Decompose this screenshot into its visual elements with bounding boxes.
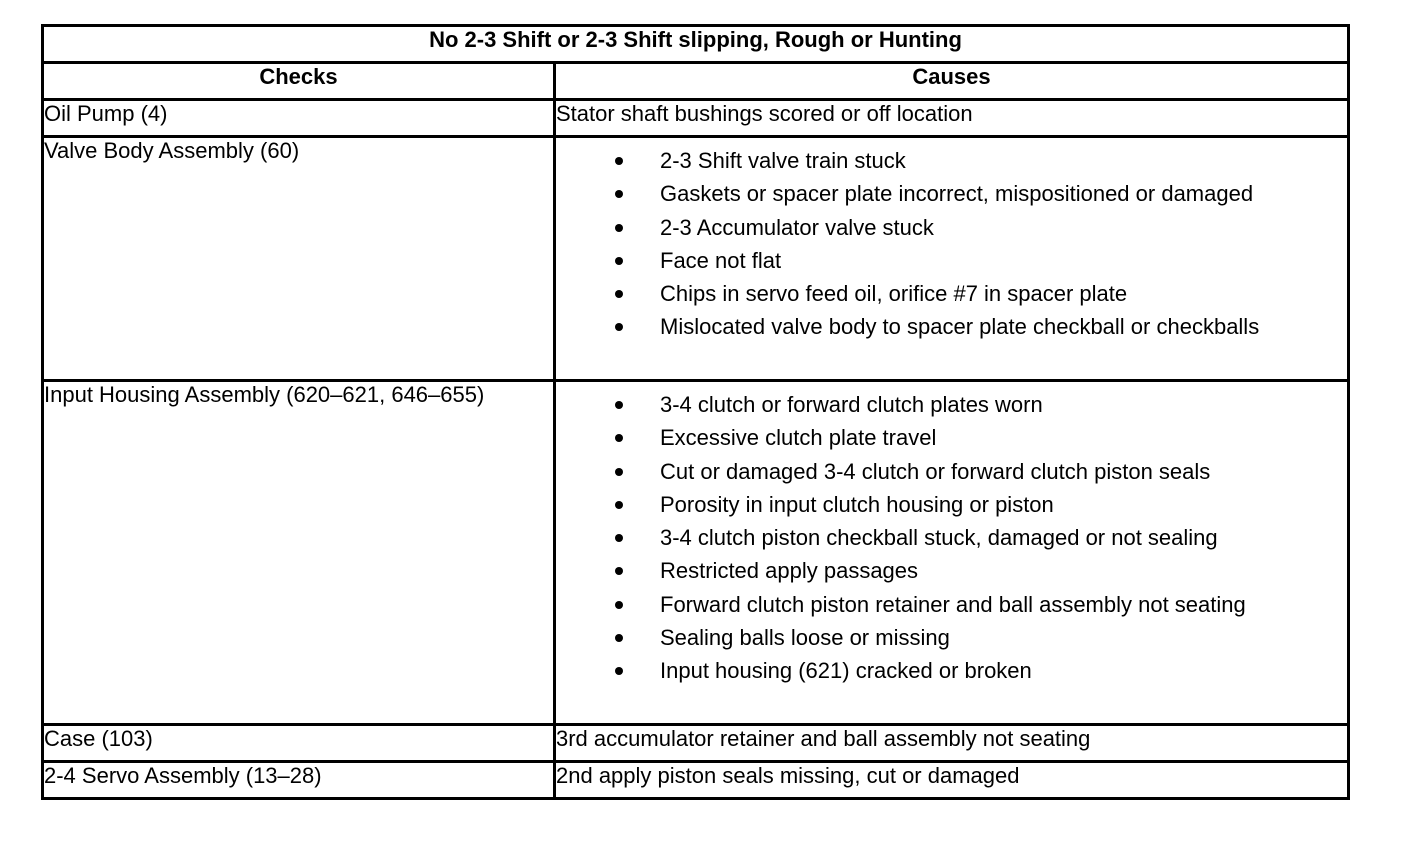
list-item bbox=[556, 146, 1347, 179]
bullet-icon bbox=[615, 468, 623, 476]
list-item bbox=[556, 457, 1347, 490]
table-title: No 2-3 Shift or 2-3 Shift slipping, Rough or Hunting bbox=[43, 26, 1349, 63]
list-item bbox=[556, 556, 1347, 589]
cause-text: Chips in servo feed oil, orifice #7 in spacer plate bbox=[660, 281, 1128, 307]
bullet-icon bbox=[615, 567, 623, 575]
list-item bbox=[556, 213, 1347, 246]
cause-text: Mislocated valve body to spacer plate checkball or checkballs bbox=[660, 314, 1260, 340]
table-row bbox=[43, 762, 1349, 799]
cause-cell: 2nd apply piston seals missing, cut or damaged bbox=[555, 762, 1349, 799]
list-item bbox=[556, 490, 1347, 523]
table-row bbox=[43, 137, 1349, 381]
bullet-icon bbox=[615, 157, 623, 165]
bullet-icon bbox=[615, 190, 623, 198]
table-row bbox=[43, 381, 1349, 725]
cause-list bbox=[556, 146, 1347, 346]
list-item bbox=[556, 423, 1347, 456]
cause-text: Excessive clutch plate travel bbox=[660, 425, 937, 451]
cause-text: Porosity in input clutch housing or piston bbox=[660, 491, 1054, 517]
cause-text: Restricted apply passages bbox=[660, 558, 919, 584]
checks-header: Checks bbox=[43, 63, 555, 100]
cause-list bbox=[556, 390, 1347, 690]
cause-cell: Stator shaft bushings scored or off location bbox=[555, 100, 1349, 137]
list-item bbox=[556, 523, 1347, 556]
bullet-icon bbox=[615, 434, 623, 442]
check-cell: Oil Pump (4) bbox=[43, 100, 555, 137]
cause-text: Sealing balls loose or missing bbox=[660, 625, 950, 651]
list-item bbox=[556, 246, 1347, 279]
bullet-icon bbox=[615, 290, 623, 298]
table-row bbox=[43, 100, 1349, 137]
check-cell: Input Housing Assembly (620–621, 646–655) bbox=[43, 381, 555, 725]
list-item bbox=[556, 279, 1347, 312]
cause-text: Forward clutch piston retainer and ball assembly not seating bbox=[660, 591, 1246, 617]
list-item bbox=[556, 179, 1347, 212]
check-cell: Case (103) bbox=[43, 725, 555, 762]
list-item bbox=[556, 590, 1347, 623]
check-cell: Valve Body Assembly (60) bbox=[43, 137, 555, 381]
cause-list-cell bbox=[555, 137, 1349, 381]
list-item bbox=[556, 390, 1347, 423]
cause-text: Face not flat bbox=[660, 247, 782, 273]
table-row bbox=[43, 725, 1349, 762]
bullet-icon bbox=[615, 667, 623, 675]
list-item bbox=[556, 312, 1347, 345]
bullet-icon bbox=[615, 501, 623, 509]
cause-list-cell bbox=[555, 381, 1349, 725]
bullet-icon bbox=[615, 601, 623, 609]
bullet-icon bbox=[615, 634, 623, 642]
cause-text: 2-3 Accumulator valve stuck bbox=[660, 214, 934, 240]
cause-cell: 3rd accumulator retainer and ball assembly not seating bbox=[555, 725, 1349, 762]
bullet-icon bbox=[615, 257, 623, 265]
check-cell: 2-4 Servo Assembly (13–28) bbox=[43, 762, 555, 799]
causes-header: Causes bbox=[555, 63, 1349, 100]
cause-text: 3-4 clutch piston checkball stuck, damaged or not sealing bbox=[660, 525, 1218, 551]
cause-text: Cut or damaged 3-4 clutch or forward clutch piston seals bbox=[660, 458, 1211, 484]
diagnosis-table bbox=[41, 24, 1350, 800]
cause-text: Gaskets or spacer plate incorrect, mispositioned or damaged bbox=[660, 181, 1254, 207]
bullet-icon bbox=[615, 534, 623, 542]
list-item bbox=[556, 656, 1347, 689]
bullet-icon bbox=[615, 401, 623, 409]
bullet-icon bbox=[615, 224, 623, 232]
cause-text: 2-3 Shift valve train stuck bbox=[660, 148, 906, 173]
list-item bbox=[556, 623, 1347, 656]
cause-text: 3-4 clutch or forward clutch plates worn bbox=[660, 392, 1043, 417]
cause-text: Input housing (621) cracked or broken bbox=[660, 658, 1032, 684]
bullet-icon bbox=[615, 323, 623, 331]
